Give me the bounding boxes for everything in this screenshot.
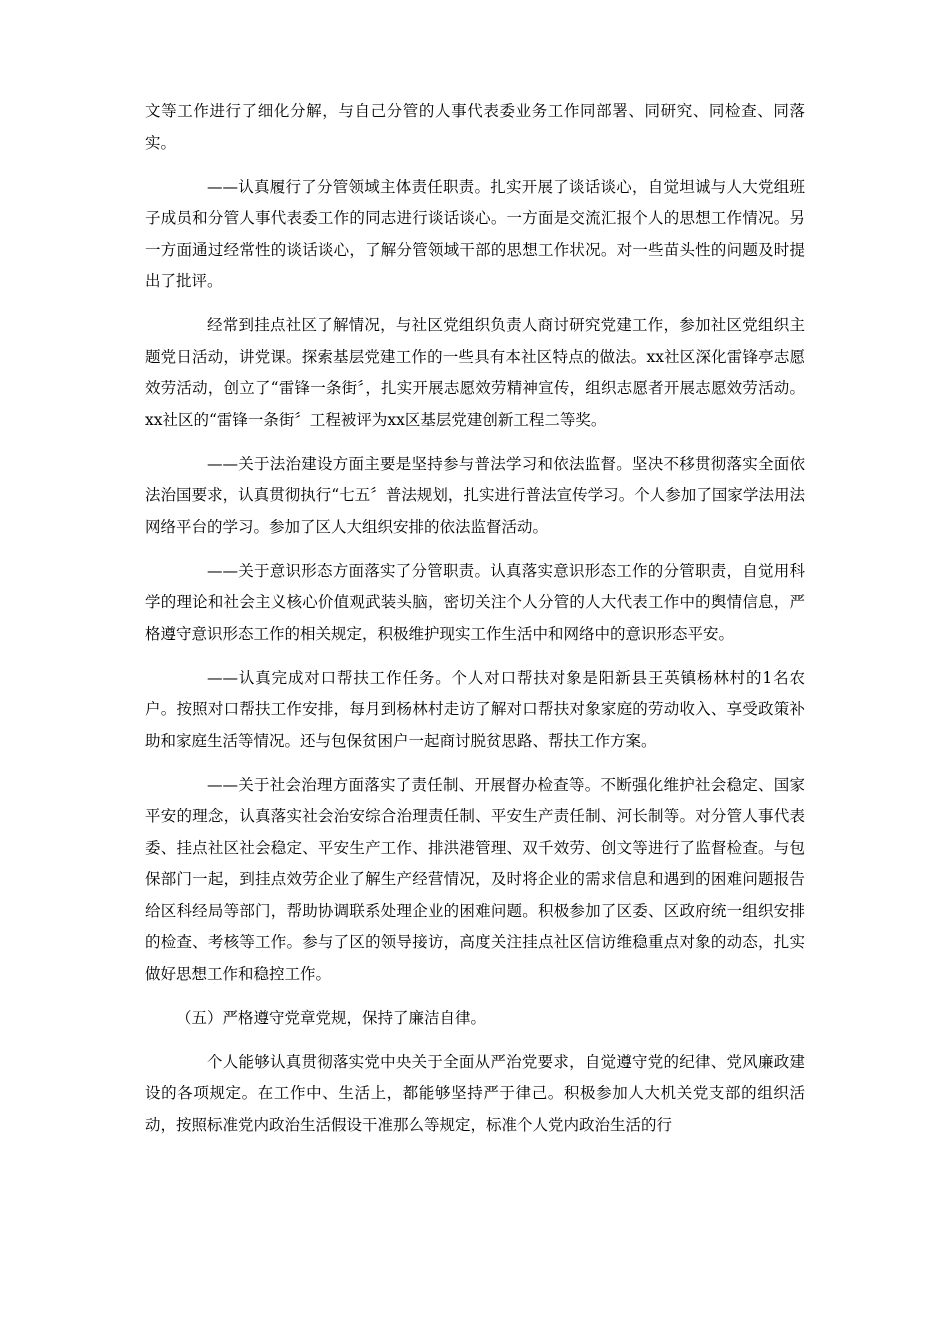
paragraph-rule-of-law: ——关于法治建设方面主要是坚持参与普法学习和依法监督。坚决不移贯彻落实全面依法治国要求，认真贯彻执行“七五〞普法规划，扎实进行普法宣传学习。个人参加了国家学法用法网络平台的学习。参加了区人大组织安排的依法监督活动。 (145, 454, 805, 536)
paragraph-community: 经常到挂点社区了解情况，与社区党组织负责人商讨研究党建工作，参加社区党组织主题党日活动，讲党课。探索基层党建工作的一些具有本社区特点的做法。xx社区深化雷锋亭志愿效劳活动，创立了“雷锋一条街〞，扎实开展志愿效劳精神宣传，组织志愿者开展志愿效劳活动。xx社区的“雷锋一条街〞工程被评为xx区基层党建创新工程二等奖。 (145, 316, 805, 429)
paragraph-responsibility: ——认真履行了分管领域主体责任职责。扎实开展了谈话谈心，自觉坦诚与人大党组班子成员和分管人事代表委工作的同志进行谈话谈心。一方面是交流汇报个人的思想工作情况。另一方面通过经常性的谈话谈心，了解分管领域干部的思想工作状况。对一些苗头性的问题及时提出了批评。 (145, 177, 805, 290)
paragraph-ideology: ——关于意识形态方面落实了分管职责。认真落实意识形态工作的分管职责，自觉用科学的理论和社会主义核心价值观武装头脑，密切关注个人分管的人大代表工作中的舆情信息，严格遵守意识形态工作的相关规定，积极维护现实工作生活中和网络中的意识形态平安。 (145, 561, 805, 643)
section-heading-five: （五）严格遵守党章党规，保持了廉洁自律。 (176, 1008, 487, 1027)
paragraph-self-discipline: 个人能够认真贯彻落实党中央关于全面从严治党要求，自觉遵守党的纪律、党风廉政建设的各项规定。在工作中、生活上，都能够坚持严于律己。积极参加人大机关党支部的组织活动，按照标准党内政治生活假设干准那么等规定，标准个人党内政治生活的行 (145, 1052, 805, 1134)
paragraph-continuation: 文等工作进行了细化分解，与自己分管的人事代表委业务工作同部署、同研究、同检查、同落实。 (145, 102, 805, 152)
document-page (145, 96, 805, 1154)
paragraph-assistance: ——认真完成对口帮扶工作任务。个人对口帮扶对象是阳新县王英镇杨林村的1名农户。按照对口帮扶工作安排，每月到杨林村走访了解对口帮扶对象家庭的劳动收入、享受政策补助和家庭生活等情况。还与包保贫困户一起商讨脱贫思路、帮扶工作方案。 (145, 668, 805, 750)
paragraph-social-governance: ——关于社会治理方面落实了责任制、开展督办检查等。不断强化维护社会稳定、国家平安的理念，认真落实社会治安综合治理责任制、平安生产责任制、河长制等。对分管人事代表委、挂点社区社会稳定、平安生产工作、排洪港管理、双千效劳、创文等进行了监督检查。与包保部门一起，到挂点效劳企业了解生产经营情况，及时将企业的需求信息和遇到的困难问题报告给区科经局等部门，帮助协调联系处理企业的困难问题。积极参加了区委、区政府统一组织安排的检查、考核等工作。参与了区的领导接访，高度关注挂点社区信访维稳重点对象的动态，扎实做好思想工作和稳控工作。 (145, 775, 805, 983)
